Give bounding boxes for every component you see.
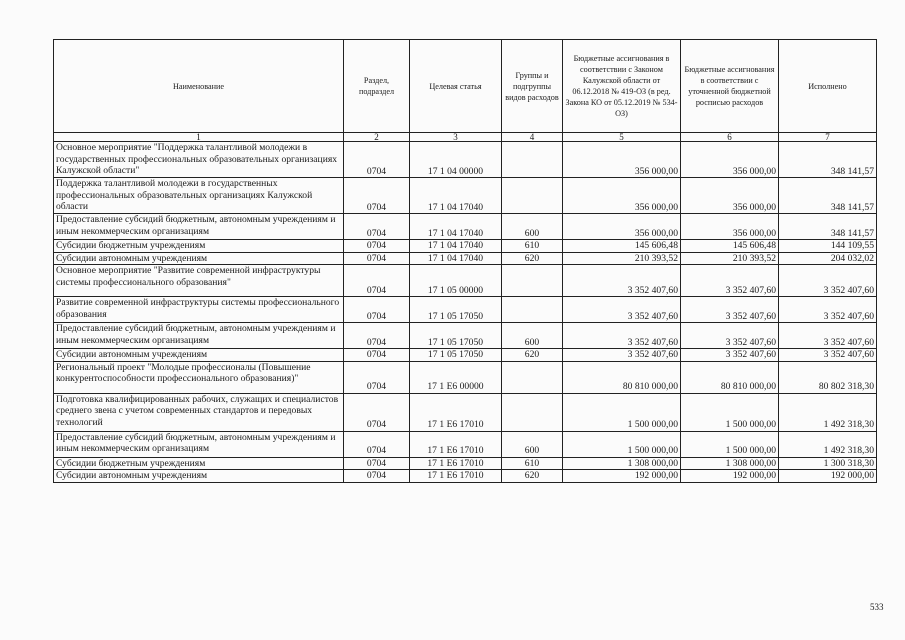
- column-number: 3: [410, 133, 502, 142]
- row-revised-amount: 1 500 000,00: [681, 431, 779, 457]
- table-row: [54, 393, 877, 431]
- table-row: [54, 178, 877, 214]
- row-revised-amount: 356 000,00: [681, 214, 779, 240]
- table-row: [54, 431, 877, 457]
- row-section: 0704: [344, 252, 410, 265]
- table-row: [54, 214, 877, 240]
- row-revised-amount: 3 352 407,60: [681, 349, 779, 362]
- row-section: 0704: [344, 178, 410, 214]
- row-name: Предоставление субсидий бюджетным, автономным учреждениям и иным некоммерческим организациям: [54, 214, 344, 240]
- row-group: [502, 297, 563, 323]
- row-law-amount: 3 352 407,60: [563, 265, 681, 297]
- row-revised-amount: 3 352 407,60: [681, 265, 779, 297]
- header-executed: Исполнено: [779, 40, 877, 133]
- row-name: Субсидии бюджетным учреждениям: [54, 457, 344, 470]
- row-group: 610: [502, 457, 563, 470]
- row-section: 0704: [344, 323, 410, 349]
- row-target: 17 1 05 17050: [410, 297, 502, 323]
- row-name: Субсидии бюджетным учреждениям: [54, 240, 344, 253]
- row-name: Субсидии автономным учреждениям: [54, 470, 344, 483]
- row-executed-amount: 348 141,57: [779, 214, 877, 240]
- row-group: 600: [502, 323, 563, 349]
- row-law-amount: 3 352 407,60: [563, 349, 681, 362]
- column-number: 7: [779, 133, 877, 142]
- header-groups: Группы и подгруппы видов расходов: [502, 40, 563, 133]
- row-group: [502, 361, 563, 393]
- header-revised: Бюджетные ассигнования в соответствии с уточненной бюджетной росписью расходов: [681, 40, 779, 133]
- header-section: Раздел, подраздел: [344, 40, 410, 133]
- row-law-amount: 356 000,00: [563, 142, 681, 178]
- row-law-amount: 356 000,00: [563, 214, 681, 240]
- row-executed-amount: 3 352 407,60: [779, 323, 877, 349]
- row-group: [502, 393, 563, 431]
- table-row: [54, 457, 877, 470]
- row-law-amount: 1 500 000,00: [563, 393, 681, 431]
- row-section: 0704: [344, 393, 410, 431]
- row-executed-amount: 3 352 407,60: [779, 349, 877, 362]
- table-row: [54, 142, 877, 178]
- row-law-amount: 210 393,52: [563, 252, 681, 265]
- row-executed-amount: 1 300 318,30: [779, 457, 877, 470]
- row-revised-amount: 356 000,00: [681, 178, 779, 214]
- row-name: Поддержка талантливой молодежи в государственных профессиональных образовательных организациях Калужской области: [54, 178, 344, 214]
- table-row: [54, 349, 877, 362]
- row-target: 17 1 04 17040: [410, 214, 502, 240]
- column-number: 4: [502, 133, 563, 142]
- row-executed-amount: 1 492 318,30: [779, 431, 877, 457]
- row-group: 610: [502, 240, 563, 253]
- row-name: Основное мероприятие "Развитие современной инфраструктуры системы профессионального образования": [54, 265, 344, 297]
- row-name: Субсидии автономным учреждениям: [54, 252, 344, 265]
- row-executed-amount: 348 141,57: [779, 178, 877, 214]
- column-number-row: [54, 133, 877, 142]
- row-section: 0704: [344, 349, 410, 362]
- row-target: 17 1 04 17040: [410, 240, 502, 253]
- row-executed-amount: 204 032,02: [779, 252, 877, 265]
- row-law-amount: 1 308 000,00: [563, 457, 681, 470]
- row-law-amount: 192 000,00: [563, 470, 681, 483]
- row-revised-amount: 356 000,00: [681, 142, 779, 178]
- row-group: [502, 178, 563, 214]
- row-revised-amount: 192 000,00: [681, 470, 779, 483]
- row-section: 0704: [344, 214, 410, 240]
- row-revised-amount: 210 393,52: [681, 252, 779, 265]
- table-row: [54, 252, 877, 265]
- row-revised-amount: 80 810 000,00: [681, 361, 779, 393]
- row-revised-amount: 1 500 000,00: [681, 393, 779, 431]
- row-target: 17 1 04 17040: [410, 178, 502, 214]
- row-law-amount: 356 000,00: [563, 178, 681, 214]
- row-name: Региональный проект "Молодые профессионалы (Повышение конкурентоспособности профессионального образования)": [54, 361, 344, 393]
- row-group: 600: [502, 431, 563, 457]
- row-group: 600: [502, 214, 563, 240]
- row-group: 620: [502, 349, 563, 362]
- table-header-row: [54, 40, 877, 133]
- row-target: 17 1 E6 17010: [410, 431, 502, 457]
- column-number: 2: [344, 133, 410, 142]
- row-name: Предоставление субсидий бюджетным, автономным учреждениям и иным некоммерческим организациям: [54, 323, 344, 349]
- row-group: 620: [502, 252, 563, 265]
- budget-table: [53, 39, 877, 483]
- row-name: Основное мероприятие "Поддержка талантливой молодежи в государственных профессиональных образовательных организациях Калужской области": [54, 142, 344, 178]
- row-executed-amount: 80 802 318,30: [779, 361, 877, 393]
- row-group: [502, 142, 563, 178]
- row-target: 17 1 05 17050: [410, 323, 502, 349]
- page-number: 533: [870, 602, 884, 612]
- row-executed-amount: 3 352 407,60: [779, 265, 877, 297]
- row-section: 0704: [344, 457, 410, 470]
- row-name: Субсидии автономным учреждениям: [54, 349, 344, 362]
- row-law-amount: 145 606,48: [563, 240, 681, 253]
- row-revised-amount: 3 352 407,60: [681, 297, 779, 323]
- table-row: [54, 470, 877, 483]
- column-number: 5: [563, 133, 681, 142]
- row-law-amount: 3 352 407,60: [563, 323, 681, 349]
- row-name: Подготовка квалифицированных рабочих, служащих и специалистов среднего звена с учетом современных стандартов и передовых технологий: [54, 393, 344, 431]
- row-group: 620: [502, 470, 563, 483]
- row-section: 0704: [344, 361, 410, 393]
- row-law-amount: 80 810 000,00: [563, 361, 681, 393]
- column-number: 1: [54, 133, 344, 142]
- row-section: 0704: [344, 142, 410, 178]
- row-target: 17 1 04 17040: [410, 252, 502, 265]
- row-target: 17 1 05 17050: [410, 349, 502, 362]
- row-target: 17 1 04 00000: [410, 142, 502, 178]
- header-name: Наименование: [54, 40, 344, 133]
- row-executed-amount: 144 109,55: [779, 240, 877, 253]
- row-target: 17 1 E6 17010: [410, 470, 502, 483]
- table-row: [54, 361, 877, 393]
- row-target: 17 1 E6 00000: [410, 361, 502, 393]
- row-executed-amount: 348 141,57: [779, 142, 877, 178]
- row-section: 0704: [344, 297, 410, 323]
- row-name: Предоставление субсидий бюджетным, автономным учреждениям и иным некоммерческим организациям: [54, 431, 344, 457]
- header-target: Целевая статья: [410, 40, 502, 133]
- row-section: 0704: [344, 431, 410, 457]
- row-section: 0704: [344, 265, 410, 297]
- row-executed-amount: 192 000,00: [779, 470, 877, 483]
- table-row: [54, 265, 877, 297]
- row-target: 17 1 05 00000: [410, 265, 502, 297]
- row-executed-amount: 1 492 318,30: [779, 393, 877, 431]
- row-law-amount: 3 352 407,60: [563, 297, 681, 323]
- row-target: 17 1 E6 17010: [410, 393, 502, 431]
- row-revised-amount: 1 308 000,00: [681, 457, 779, 470]
- table-row: [54, 323, 877, 349]
- column-number: 6: [681, 133, 779, 142]
- row-group: [502, 265, 563, 297]
- header-law: Бюджетные ассигнования в соответствии с Законом Калужской области от 06.12.2018 № 419-ОЗ (в ред. Закона КО от 05.12.2019 № 534-ОЗ): [563, 40, 681, 133]
- table-row: [54, 297, 877, 323]
- row-target: 17 1 E6 17010: [410, 457, 502, 470]
- row-section: 0704: [344, 240, 410, 253]
- row-revised-amount: 3 352 407,60: [681, 323, 779, 349]
- row-name: Развитие современной инфраструктуры системы профессионального образования: [54, 297, 344, 323]
- row-law-amount: 1 500 000,00: [563, 431, 681, 457]
- row-revised-amount: 145 606,48: [681, 240, 779, 253]
- row-executed-amount: 3 352 407,60: [779, 297, 877, 323]
- row-section: 0704: [344, 470, 410, 483]
- table-row: [54, 240, 877, 253]
